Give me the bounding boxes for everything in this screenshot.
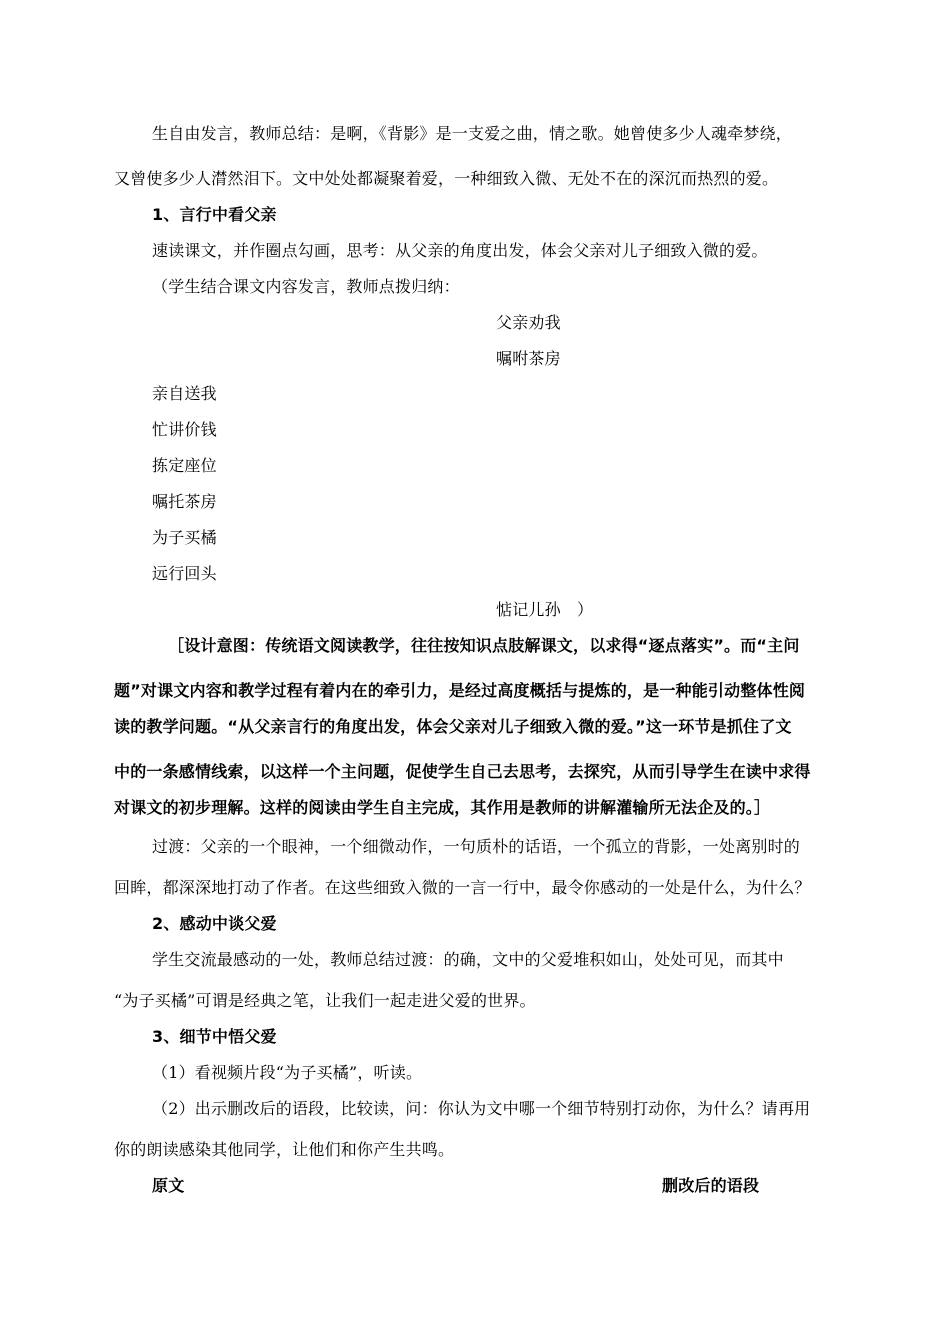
paragraph-line: （学生结合课文内容发言，教师点拨归纳：: [152, 277, 460, 296]
paragraph-line: 过渡：父亲的一个眼神，一个细微动作，一句质朴的话语，一个孤立的背影，一处离别时的: [152, 837, 801, 856]
paragraph-line: 速读课文，并作圈点勾画，思考：从父亲的角度出发，体会父亲对儿子细致入微的爱。: [152, 241, 768, 260]
paragraph-line: 回眸，都深深地打动了作者。在这些细致入微的一言一行中，最令你感动的一处是什么，为什么？: [114, 878, 811, 897]
summary-item: 为子买橘: [152, 528, 217, 547]
section-heading: 2、感动中谈父爱: [152, 914, 277, 933]
column-heading-original: 原文: [152, 1176, 185, 1195]
summary-item: 惦记儿孙 ）: [496, 600, 594, 619]
summary-item: 忙讲价钱: [152, 420, 217, 439]
column-heading-revised: 删改后的语段: [662, 1176, 760, 1195]
paragraph-line: （1）看视频片段“为子买橘”，听读。: [152, 1063, 423, 1082]
paragraph-line: 生自由发言，教师总结：是啊，《背影》是一支爱之曲，情之歌。她曾使多少人魂牵梦绕，: [152, 124, 793, 143]
summary-item: 嘱托茶房: [152, 492, 217, 511]
paragraph-line: 又曾使多少人潸然泪下。文中处处都凝聚着爱，一种细致入微、无处不在的深沉而热烈的爱。: [114, 169, 779, 188]
section-heading: 1、言行中看父亲: [152, 205, 277, 224]
summary-item: 拣定座位: [152, 456, 217, 475]
paragraph-line: 你的朗读感染其他同学，让他们和你产生共鸣。: [114, 1140, 455, 1159]
summary-item: 亲自送我: [152, 384, 217, 403]
paragraph-line: 学生交流最感动的一处，教师总结过渡：的确，文中的父爱堆积如山，处处可见，而其中: [152, 950, 784, 969]
design-intent-line: 中的一条感情线索，以这样一个主问题，促使学生自己去思考，去探究，从而引导学生在读中求得: [114, 762, 811, 781]
summary-item: 嘱咐茶房: [496, 349, 561, 368]
summary-item: 父亲劝我: [496, 313, 561, 332]
paragraph-line: （2）出示删改后的语段，比较读，问：你认为文中哪一个细节特别打动你，为什么？请再用: [152, 1099, 811, 1118]
design-intent-line: 题”对课文内容和教学过程有着内在的牵引力，是经过高度概括与提炼的，是一种能引动整体性阅: [114, 681, 806, 700]
design-intent-line: 对课文的初步理解。这样的阅读由学生自主完成，其作用是教师的讲解灌输所无法企及的。］: [114, 798, 771, 817]
design-intent-line: 读的教学问题。“从父亲言行的角度出发，体会父亲对儿子细致入微的爱。”这一环节是抓住了文: [114, 717, 792, 736]
summary-item: 远行回头: [152, 564, 217, 583]
design-intent-line: ［设计意图：传统语文阅读教学，往往按知识点肢解课文，以求得“逐点落实”。而“主问: [168, 636, 800, 655]
section-heading: 3、细节中悟父爱: [152, 1027, 277, 1046]
paragraph-line: “为子买橘”可谓是经典之笔，让我们一起走进父爱的世界。: [114, 991, 536, 1010]
